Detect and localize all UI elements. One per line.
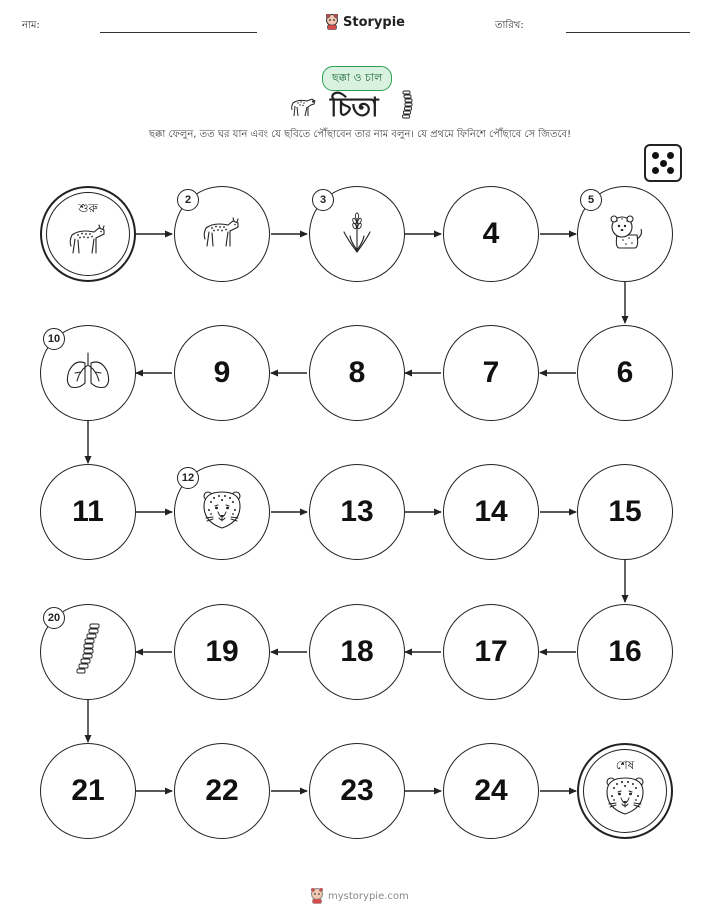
cell-number: 18 <box>340 635 374 668</box>
cell-number-badge: 2 <box>177 189 199 211</box>
cell-number-badge: 20 <box>43 607 65 629</box>
board-cell[interactable] <box>577 464 673 560</box>
storypie-mascot-icon <box>310 888 324 904</box>
name-label: নাম: <box>22 20 40 31</box>
cell-number: 22 <box>205 774 239 807</box>
board-cell[interactable] <box>174 604 270 700</box>
game-type-badge: ছক্কা ও চাল <box>322 66 392 91</box>
board-cell[interactable] <box>174 325 270 421</box>
brand-name: Storypie <box>343 14 405 30</box>
cub-icon <box>605 213 645 255</box>
cell-number-badge: 3 <box>312 189 334 211</box>
cell-number-badge: 10 <box>43 328 65 350</box>
board-cell[interactable] <box>443 464 539 560</box>
board-cell[interactable] <box>443 604 539 700</box>
board-cell[interactable] <box>577 604 673 700</box>
board-cell[interactable] <box>309 604 405 700</box>
board-cell[interactable] <box>577 325 673 421</box>
date-label: তারিখ: <box>495 20 524 31</box>
cell-number-badge: 12 <box>177 467 199 489</box>
board-cell[interactable] <box>309 743 405 839</box>
instructions-text: ছক্কা ফেলুন, তত ঘর যান এবং যে ছবিতে পৌঁছাবেন তার নাম বলুন। যে প্রথমে ফিনিশে পৌঁছাবে সে জিতবে! <box>149 129 572 140</box>
board-cell[interactable] <box>309 464 405 560</box>
cell-number: 8 <box>348 356 366 389</box>
footer <box>310 888 409 904</box>
lungs-icon <box>63 351 113 395</box>
board-cell[interactable] <box>174 743 270 839</box>
cell-number: 16 <box>608 635 642 668</box>
board-cell[interactable] <box>40 464 136 560</box>
board-cell[interactable] <box>443 186 539 282</box>
cell-number: 13 <box>340 495 374 528</box>
cell-number: 24 <box>474 774 508 807</box>
board-cell[interactable] <box>40 743 136 839</box>
grass-icon <box>340 210 374 258</box>
cell-number: 17 <box>474 635 508 668</box>
board-cell[interactable] <box>443 325 539 421</box>
cell-number: 14 <box>474 495 508 528</box>
board-cell[interactable] <box>443 743 539 839</box>
page-title: চিতা <box>330 93 379 123</box>
cheetah-icon <box>66 221 110 261</box>
cell-number: 19 <box>205 635 239 668</box>
cell-number: 11 <box>72 495 104 528</box>
board-cell[interactable] <box>309 325 405 421</box>
start-cell[interactable] <box>40 186 136 282</box>
cheetah-face-icon <box>199 488 245 536</box>
finish-cell[interactable] <box>577 743 673 839</box>
cell-number: 15 <box>608 495 642 528</box>
start-label: শুরু <box>78 201 98 215</box>
cell-number: 6 <box>616 356 634 389</box>
cheetah-icon <box>200 214 244 254</box>
finish-label: শেষ <box>615 758 635 772</box>
cell-number: 7 <box>482 356 500 389</box>
cell-number: 4 <box>482 217 500 250</box>
footer-site: mystorypie.com <box>328 890 409 902</box>
cell-number: 9 <box>213 356 231 389</box>
cheetah-face-icon <box>602 774 648 822</box>
cell-number: 23 <box>340 774 374 807</box>
cell-number: 21 <box>71 774 105 807</box>
spine-icon <box>74 622 102 682</box>
cell-number-badge: 5 <box>580 189 602 211</box>
